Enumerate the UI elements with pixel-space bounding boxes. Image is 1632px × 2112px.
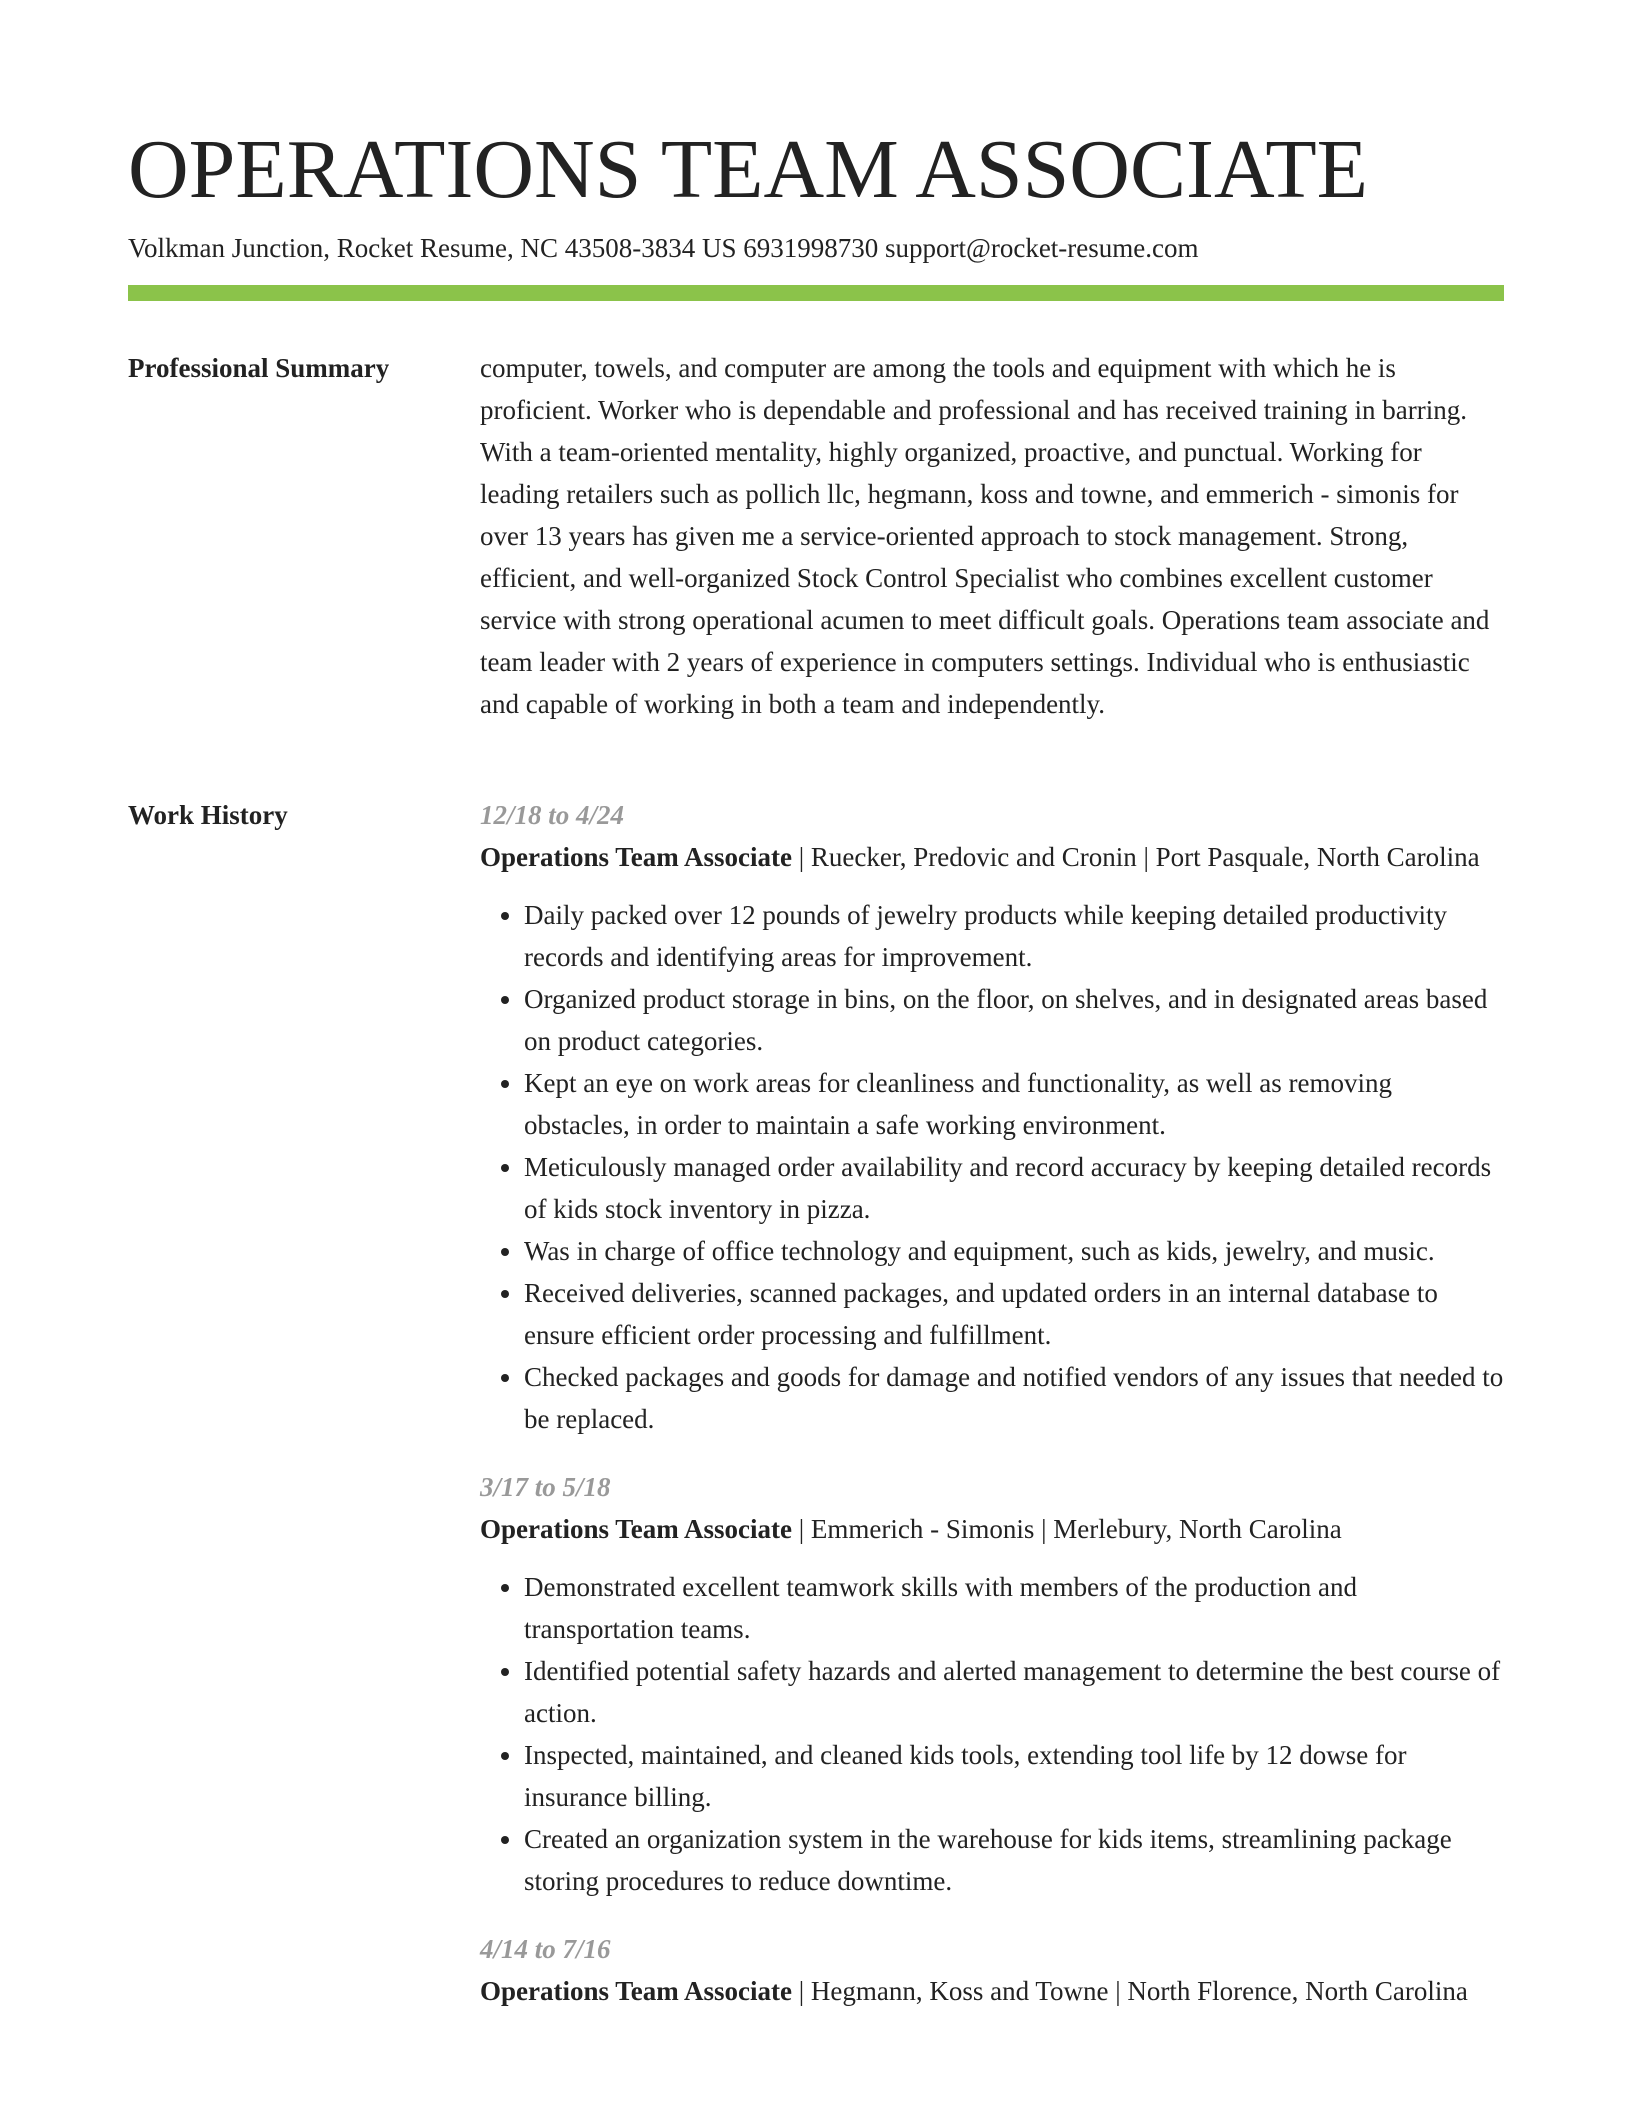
section-label-summary: Professional Summary <box>128 353 390 383</box>
contact-line: Volkman Junction, Rocket Resume, NC 43508-3834 US 6931998730 support@rocket-resume.com <box>128 233 1199 263</box>
job-bullet: • Kept an eye on work areas for cleanliness and functionality, as well as removing obstacles, in order to maintain a safe working environment. <box>524 1062 1504 1146</box>
job-details: | Hegmann, Koss and Towne | North Florence, North Carolina <box>792 1976 1468 2006</box>
accent-divider <box>128 285 1504 301</box>
job-dates: 4/14 to 7/16 <box>480 1934 611 1964</box>
job-dates: 12/18 to 4/24 <box>480 800 625 830</box>
job-details: | Ruecker, Predovic and Cronin | Port Pasquale, North Carolina <box>792 842 1480 872</box>
job-bullet: • Was in charge of office technology and equipment, such as kids, jewelry, and music. <box>524 1230 1504 1272</box>
summary-text: computer, towels, and computer are among the tools and equipment with which he is proficient. Worker who is dependable and professional and has received training in barring. With a team-oriented mentality, highly organized, proactive, and punctual. Working for leading retailers such as pollich llc, hegmann, koss and towne, and emmerich - simonis for over 13 years has given me a service-oriented approach to stock management. Strong, efficient, and well-organized Stock Control Specialist who combines excellent customer service with strong operational acumen to meet difficult goals. Operations team associate and team leader with 2 years of experience in computers settings. Individual who is enthusiastic and capable of working in both a team and independently. <box>480 353 1490 719</box>
job-title: Operations Team Associate <box>480 1976 793 2006</box>
section-label-work-history: Work History <box>128 800 288 830</box>
job-entry <box>480 794 1504 1440</box>
summary-body <box>480 347 1504 725</box>
job-heading <box>480 836 1504 878</box>
job-bullet: • Demonstrated excellent teamwork skills with members of the production and transportation teams. <box>524 1566 1504 1650</box>
job-title: Operations Team Associate <box>480 842 793 872</box>
job-heading <box>480 1508 1504 1550</box>
job-bullet: • Identified potential safety hazards and alerted management to determine the best course of action. <box>524 1650 1504 1734</box>
job-dates: 3/17 to 5/18 <box>480 1472 611 1502</box>
job-bullet: • Organized product storage in bins, on the floor, on shelves, and in designated areas based on product categories. <box>524 978 1504 1062</box>
job-bullet: • Inspected, maintained, and cleaned kids tools, extending tool life by 12 dowse for insurance billing. <box>524 1734 1504 1818</box>
job-entry <box>480 1928 1504 2012</box>
job-bullets <box>480 894 1504 1440</box>
job-bullet: • Received deliveries, scanned packages, and updated orders in an internal database to ensure efficient order processing and fulfillment. <box>524 1272 1504 1356</box>
job-bullet: • Checked packages and goods for damage and notified vendors of any issues that needed to be replaced. <box>524 1356 1504 1440</box>
work-history-body <box>480 794 1504 2038</box>
job-heading <box>480 1970 1504 2012</box>
job-bullet: • Daily packed over 12 pounds of jewelry products while keeping detailed productivity records and identifying areas for improvement. <box>524 894 1504 978</box>
job-details: | Emmerich - Simonis | Merlebury, North Carolina <box>792 1514 1342 1544</box>
job-entry <box>480 1466 1504 1902</box>
job-bullet: • Meticulously managed order availability and record accuracy by keeping detailed records of kids stock inventory in pizza. <box>524 1146 1504 1230</box>
job-title: Operations Team Associate <box>480 1514 793 1544</box>
job-bullets <box>480 1566 1504 1902</box>
resume-title: OPERATIONS TEAM ASSOCIATE <box>128 123 1368 216</box>
job-bullet: • Created an organization system in the warehouse for kids items, streamlining package storing procedures to reduce downtime. <box>524 1818 1504 1902</box>
